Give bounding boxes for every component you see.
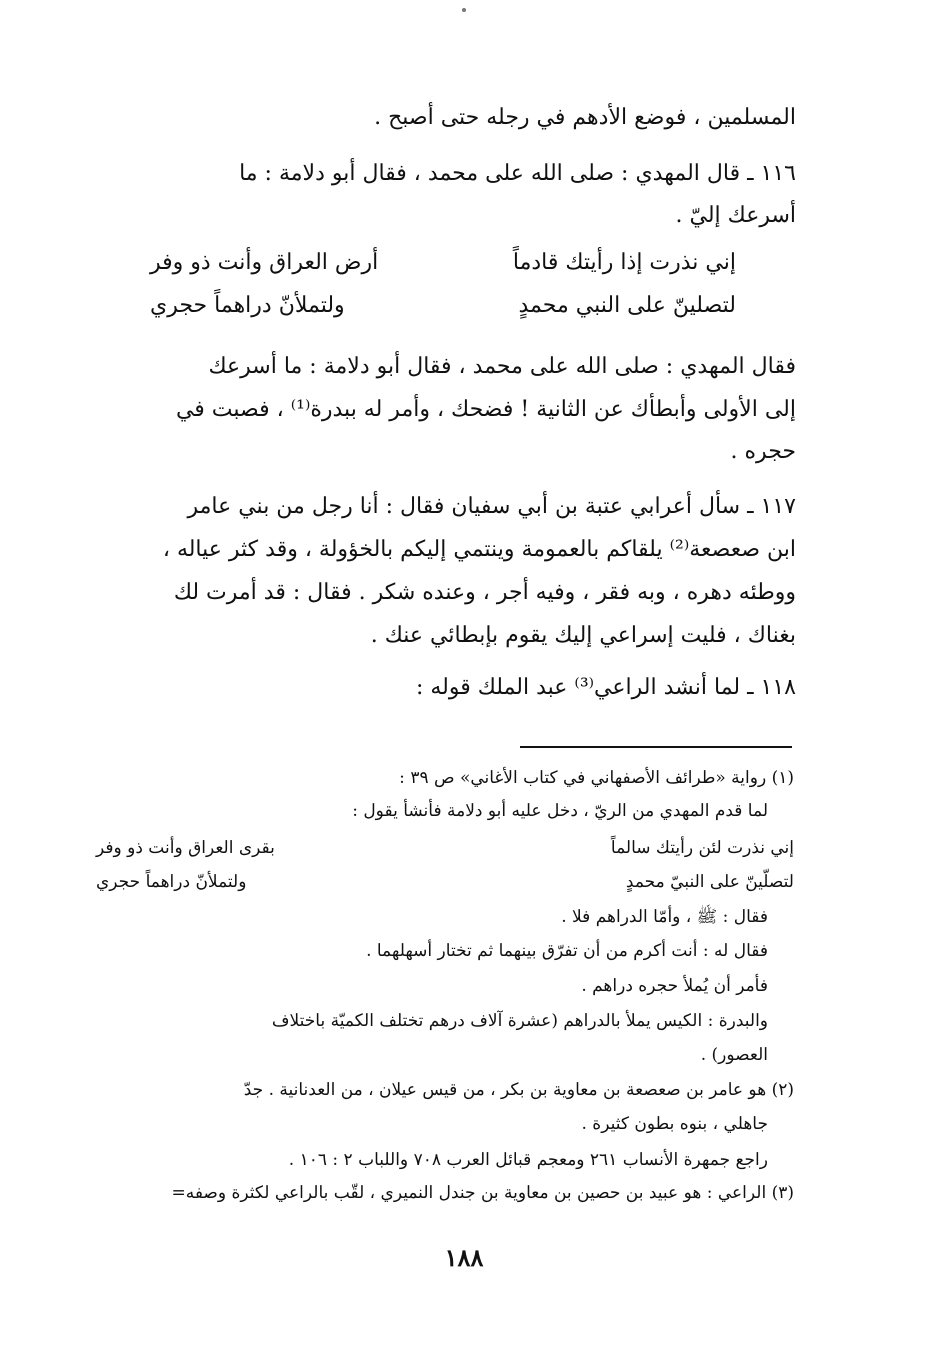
main-line-9: ووطئه دهره ، وبه فقر ، وفيه أجر ، وعنده شكر . فقال : قد أمرت لك — [173, 580, 796, 605]
footnote-1-line-3: فقال : ﷺ ، وأمّا الدراهم فلا . — [561, 907, 768, 927]
footnote-1-line-5: فأمر أن يُملأ حجره دراهم . — [581, 976, 768, 996]
main-line-7: ١١٧ ـ سأل أعرابي عتبة بن أبي سفيان فقال : أنا رجل من بني عامر — [187, 494, 796, 519]
verse-1-first-hemistich: إني نذرت إذا رأيتك قادماً — [512, 250, 736, 275]
main-line-5: إلى الأولى وأبطأك عن الثانية ! فضحك ، وأمر له ببدرة⁽¹⁾ ، فصبت في — [175, 397, 796, 422]
top-dot — [462, 8, 466, 12]
main-line-3: أسرعك إليّ . — [675, 203, 796, 228]
footnote-3-line-1: (٣) الراعي : هو عبيد بن حصين بن معاوية بن جندل النميري ، لقّب بالراعي لكثرة وصفه= — [171, 1183, 794, 1203]
footnote-1-line-7: العصور) . — [700, 1045, 768, 1065]
verse-1-second-hemistich: أرض العراق وأنت ذو وفر — [150, 250, 379, 275]
verse-2-first-hemistich: لتصلينّ على النبي محمدٍ — [518, 293, 736, 318]
main-line-2: ١١٦ ـ قال المهدي : صلى الله على محمد ، فقال أبو دلامة : ما — [239, 161, 796, 186]
footnote-separator — [520, 746, 792, 748]
main-line-8: ابن صعصعة⁽²⁾ يلقاكم بالعمومة وينتمي إليكم بالخؤولة ، وقد كثر عياله ، — [162, 537, 796, 562]
verse-2-second-hemistich: ولتملأنّ دراهماً حجري — [150, 293, 345, 318]
footnote-2-line-1: (٢) هو عامر بن صعصعة بن معاوية بن بكر ، من قيس عيلان ، من العدنانية . جدّ — [243, 1080, 794, 1100]
footnote-verse-1-second: بقرى العراق وأنت ذو وفر — [96, 838, 275, 858]
footnote-1-line-2: لما قدم المهدي من الريّ ، دخل عليه أبو دلامة فأنشأ يقول : — [352, 801, 768, 821]
footnote-verse-2-second: ولتملأنّ دراهماً حجري — [96, 872, 247, 892]
main-line-4: فقال المهدي : صلى الله على محمد ، فقال أبو دلامة : ما أسرعك — [208, 354, 796, 379]
main-line-10: بغناك ، فليت إسراعي إليك يقوم بإبطائي عنك . — [370, 623, 796, 648]
footnote-verse-2-first: لتصلّينّ على النبيّ محمدٍ — [625, 872, 794, 892]
footnote-1-line-4: فقال له : أنت أكرم من أن تفرّق بينهما ثم تختار أسهلهما . — [366, 941, 768, 961]
footnote-2-line-2: جاهلي ، بنوه بطون كثيرة . — [581, 1114, 768, 1134]
main-line-1: المسلمين ، فوضع الأدهم في رجله حتى أصبح . — [374, 105, 796, 130]
main-line-11: ١١٨ ـ لما أنشد الراعي⁽³⁾ عبد الملك قوله : — [415, 675, 796, 700]
footnote-2-line-3: راجع جمهرة الأنساب ٢٦١ ومعجم قبائل العرب ٧٠٨ واللباب ٢ : ١٠٦ . — [288, 1150, 768, 1170]
page-number: ١٨٨ — [444, 1243, 484, 1272]
footnote-1-line-6: والبدرة : الكيس يملأ بالدراهم (عشرة آلاف درهم تختلف الكميّة باختلاف — [271, 1011, 768, 1031]
main-line-6: حجره . — [730, 439, 796, 464]
footnote-1-line-1: (١) رواية «طرائف الأصفهاني في كتاب الأغاني» ص ٣٩ : — [399, 768, 794, 788]
footnote-verse-1-first: إني نذرت لئن رأيتك سالماً — [610, 838, 794, 858]
